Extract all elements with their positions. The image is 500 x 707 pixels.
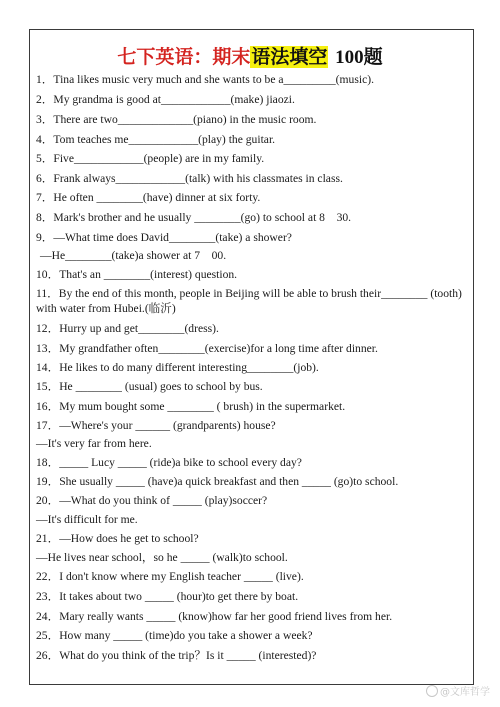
question-1: 1．Tina likes music very much and she wants to be a_________(music). bbox=[36, 73, 374, 86]
question-8: 8．Mark's brother and he usually ________(go) to school at 8 30. bbox=[36, 211, 352, 224]
question-25: 25．How many _____ (time)do you take a shower a week? bbox=[36, 629, 313, 642]
question-18: 18．_____ Lucy _____ (ride)a bike to school every day? bbox=[36, 456, 302, 469]
question-26: 26．What do you think of the trip？Is it _____ (interested)? bbox=[36, 649, 317, 662]
watermark-logo-icon bbox=[426, 685, 438, 697]
question-6: 6．Frank always____________(talk) with his classmates in class. bbox=[36, 172, 343, 185]
question-4: 4．Tom teaches me____________(play) the guitar. bbox=[36, 133, 276, 146]
question-21: 21．—How does he get to school? bbox=[36, 532, 199, 545]
question-11: 11．By the end of this month, people in Beijing will be able to brush their________ (tooth) with water from Hubei.(临沂) bbox=[36, 287, 462, 315]
worksheet-title bbox=[0, 42, 500, 69]
question-12: 12．Hurry up and get________(dress). bbox=[36, 322, 219, 335]
question-19: 19．She usually _____ (have)a quick breakfast and then _____ (go)to school. bbox=[36, 475, 399, 488]
question-10: 10．That's an ________(interest) question. bbox=[36, 268, 238, 281]
question-14: 14．He likes to do many different interesting________(job). bbox=[36, 361, 319, 374]
title-part-1: 七下英语：期末 bbox=[117, 46, 251, 68]
question-17-answer: —It's very far from here. bbox=[36, 437, 152, 450]
question-13: 13．My grandfather often________(exercise)for a long time after dinner. bbox=[36, 342, 378, 355]
question-21-answer: —He lives near school，so he _____ (walk)to school. bbox=[36, 551, 288, 564]
question-2: 2．My grandma is good at____________(make) jiaozi. bbox=[36, 93, 295, 106]
title-highlight: 语法填空 bbox=[251, 46, 328, 68]
question-9: 9．—What time does David________(take) a shower? bbox=[36, 231, 292, 244]
question-9-answer: —He________(take)a shower at 7 00. bbox=[40, 249, 227, 262]
question-24: 24．Mary really wants _____ (know)how far her good friend lives from her. bbox=[36, 610, 393, 623]
watermark bbox=[426, 683, 490, 698]
question-20: 20．—What do you think of _____ (play)soccer? bbox=[36, 494, 268, 507]
question-23: 23．It takes about two _____ (hour)to get there by boat. bbox=[36, 590, 299, 603]
question-20-answer: —It's difficult for me. bbox=[36, 513, 138, 526]
question-17: 17．—Where's your ______ (grandparents) house? bbox=[36, 419, 276, 432]
title-number: 100 bbox=[335, 47, 364, 68]
question-7: 7．He often ________(have) dinner at six forty. bbox=[36, 191, 261, 204]
question-5: 5．Five____________(people) are in my family. bbox=[36, 152, 265, 165]
question-22: 22．I don't know where my English teacher _____ (live). bbox=[36, 570, 304, 583]
question-16: 16．My mum bought some ________ ( brush) in the supermarket. bbox=[36, 400, 346, 413]
watermark-text: @文库哲学 bbox=[440, 687, 490, 698]
question-3: 3．There are two_____________(piano) in the music room. bbox=[36, 113, 317, 126]
worksheet-border bbox=[29, 29, 474, 685]
question-15: 15．He ________ (usual) goes to school by bus. bbox=[36, 380, 263, 393]
title-part-4: 题 bbox=[363, 46, 383, 68]
